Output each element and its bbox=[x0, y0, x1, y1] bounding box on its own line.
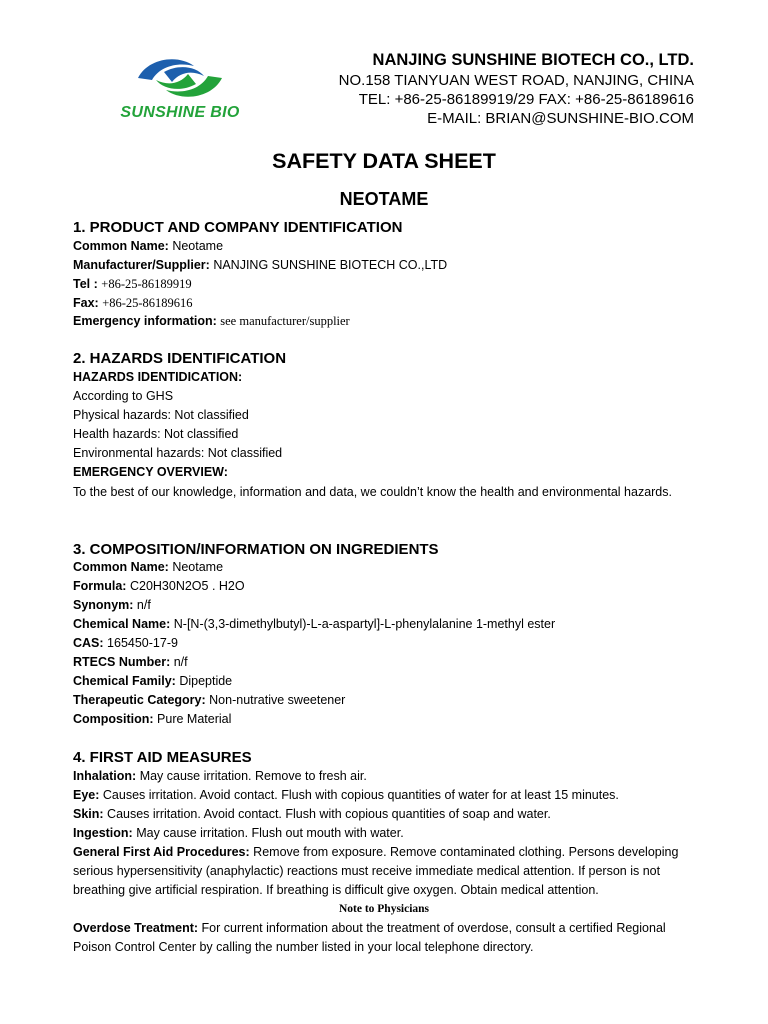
company-header bbox=[339, 50, 694, 128]
s2-subheading-hazards: HAZARDS IDENTIDICATION: bbox=[73, 370, 243, 384]
company-name: NANJING SUNSHINE BIOTECH CO., LTD. bbox=[372, 51, 694, 69]
s4-general-line-1: General First Aid Procedures: Remove from exposure. Remove contaminated clothing. Persons developing bbox=[73, 845, 679, 859]
s4-skin: Skin: Causes irritation. Avoid contact. Flush with copious quantities of soap and water. bbox=[73, 807, 551, 821]
s4-overdose-line-1: Overdose Treatment: For current information about the treatment of overdose, consult a certified Regional bbox=[73, 921, 666, 935]
s1-fax: Fax: +86-25-86189616 bbox=[73, 296, 193, 310]
section-4-heading: 4. FIRST AID MEASURES bbox=[73, 749, 252, 766]
s2-subheading-overview: EMERGENCY OVERVIEW: bbox=[73, 465, 228, 479]
company-tel-fax: TEL: +86-25-86189919/29 FAX: +86-25-86189616 bbox=[358, 91, 694, 108]
logo-wordmark: SUNSHINE BIO bbox=[120, 104, 240, 121]
s3-row: CAS: 165450-17-9 bbox=[73, 636, 178, 650]
s4-general-line-2: serious hypersensitivity (anaphylactic) reactions must receive immediate medical attention. If person is not bbox=[73, 864, 661, 878]
s3-row: RTECS Number: n/f bbox=[73, 655, 188, 669]
company-email: E-MAIL: BRIAN@SUNSHINE-BIO.COM bbox=[427, 110, 694, 127]
s4-general-line-3: breathing give artificial respiration. If breathing is difficult give oxygen. Obtain medical attention. bbox=[73, 883, 599, 897]
s3-row: Composition: Pure Material bbox=[73, 712, 232, 726]
product-name: NEOTAME bbox=[339, 189, 429, 209]
company-address: NO.158 TIANYUAN WEST ROAD, NANJING, CHINA bbox=[338, 72, 694, 89]
section-1-heading: 1. PRODUCT AND COMPANY IDENTIFICATION bbox=[73, 219, 403, 236]
s1-tel: Tel : +86-25-86189919 bbox=[73, 277, 192, 291]
s4-note-to-physicians: Note to Physicians bbox=[338, 903, 430, 915]
s4-inhalation: Inhalation: May cause irritation. Remove to fresh air. bbox=[73, 769, 367, 783]
document-title: SAFETY DATA SHEET bbox=[272, 149, 496, 173]
s3-row: Therapeutic Category: Non-nutrative sweetener bbox=[73, 693, 346, 707]
company-logo bbox=[100, 52, 260, 124]
s3-row: Synonym: n/f bbox=[73, 598, 151, 612]
s4-eye: Eye: Causes irritation. Avoid contact. Flush with copious quantities of water for at least 15 minutes. bbox=[73, 788, 619, 802]
sunshine-logo-icon bbox=[134, 52, 226, 104]
section-2-heading: 2. HAZARDS IDENTIFICATION bbox=[73, 350, 287, 367]
s2-line-health: Health hazards: Not classified bbox=[73, 427, 239, 441]
s4-overdose-line-2: Poison Control Center by calling the number listed in your local telephone directory. bbox=[73, 940, 534, 954]
s3-row: Chemical Name: N-[N-(3,3-dimethylbutyl)-L-a-aspartyl]-L-phenylalanine 1-methyl ester bbox=[73, 617, 556, 631]
s2-line-physical: Physical hazards: Not classified bbox=[73, 408, 249, 422]
s3-row: Chemical Family: Dipeptide bbox=[73, 674, 233, 688]
s3-row: Formula: C20H30N2O5 . H2O bbox=[73, 579, 245, 593]
s1-common-name: Common Name: Neotame bbox=[73, 239, 224, 253]
s1-manufacturer: Manufacturer/Supplier: NANJING SUNSHINE BIOTECH CO.,LTD bbox=[73, 258, 448, 272]
s1-emergency: Emergency information: see manufacturer/supplier bbox=[73, 314, 350, 328]
s2-line-ghs: According to GHS bbox=[73, 389, 174, 403]
section-3-heading: 3. COMPOSITION/INFORMATION ON INGREDIENTS bbox=[73, 541, 439, 558]
s2-line-environmental: Environmental hazards: Not classified bbox=[73, 446, 283, 460]
s4-ingestion: Ingestion: May cause irritation. Flush out mouth with water. bbox=[73, 826, 404, 840]
s3-row: Common Name: Neotame bbox=[73, 560, 224, 574]
s2-line-overview: To the best of our knowledge, information and data, we couldn’t know the health and environmental hazards. bbox=[73, 485, 672, 499]
